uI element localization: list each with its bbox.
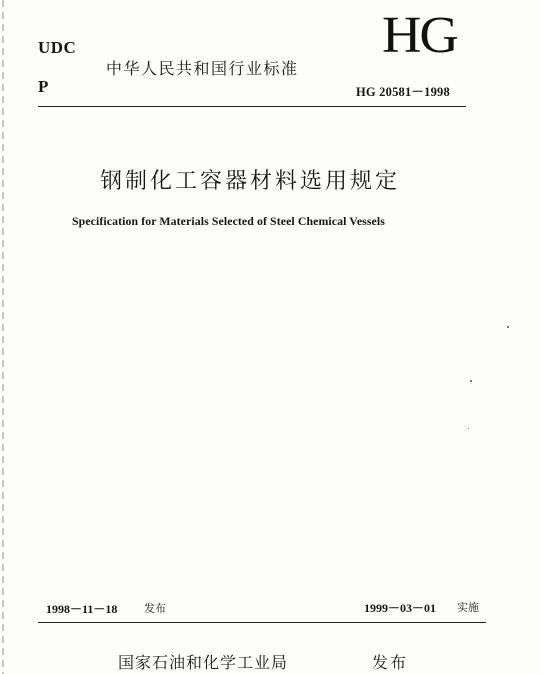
implementation-label: 实施 [457, 601, 479, 614]
publish-label: 发布 [372, 653, 409, 672]
publisher-name: 国家石油和化学工业局 [118, 653, 289, 672]
title-english: Specification for Materials Selected of Steel Chemical Vessels [72, 214, 385, 228]
hg-logo: HG [382, 7, 457, 64]
standard-number: HG 20581－1998 [356, 85, 450, 99]
scan-speck [468, 428, 469, 429]
scan-speck [507, 326, 509, 328]
issue-label: 发布 [144, 602, 166, 615]
standard-type-heading: 中华人民共和国行业标准 [106, 59, 299, 78]
bottom-divider [38, 622, 486, 623]
issue-date: 1998－11－18 [46, 602, 118, 616]
udc-label: UDC [38, 38, 77, 57]
classification-code: P [38, 77, 49, 96]
implementation-date: 1999－03－01 [364, 601, 437, 615]
title-chinese: 钢制化工容器材料选用规定 [100, 169, 401, 194]
top-divider [38, 106, 466, 107]
scan-speck [470, 380, 472, 382]
scan-edge-marks [2, 0, 4, 674]
